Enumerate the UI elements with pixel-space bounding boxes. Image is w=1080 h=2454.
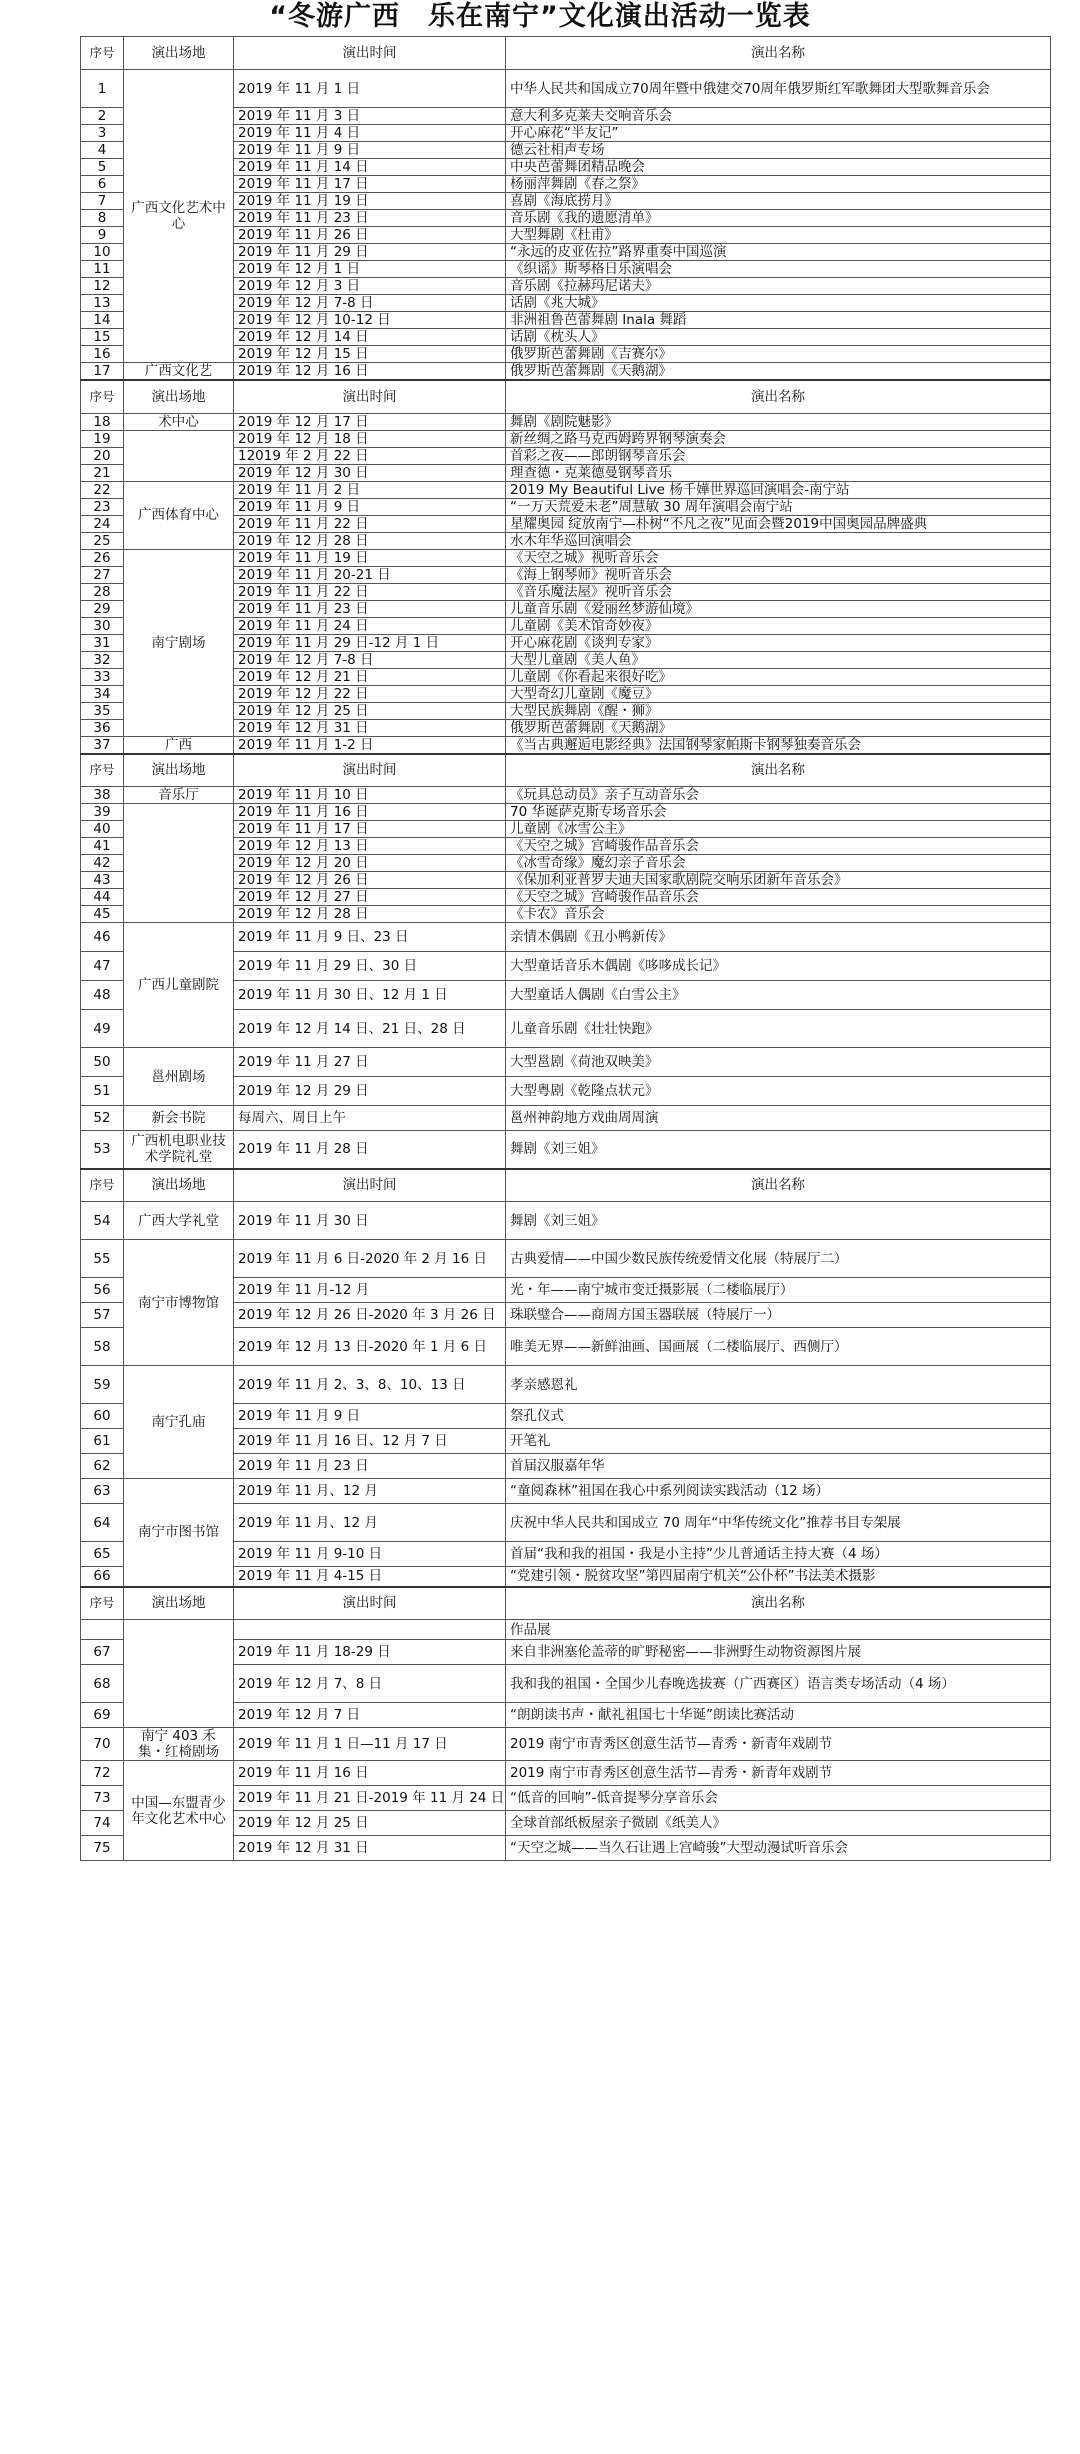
row-number: 2 [81,108,124,125]
row-number: 1 [81,70,124,108]
row-number: 47 [81,952,124,981]
venue-cell [124,1620,234,1728]
row-number: 67 [81,1640,124,1665]
time-cell: 2019 年 12 月 25 日 [234,702,506,719]
event-name-cell: 2019 南宁市青秀区创意生活节—青秀・新青年戏剧节 [506,1728,1051,1761]
row-number: 14 [81,312,124,329]
row-number: 9 [81,227,124,244]
event-name-cell: 理查德・克莱德曼钢琴音乐 [506,464,1051,481]
venue-cell: 广西文化艺 [124,363,234,381]
header-name: 演出名称 [506,37,1051,70]
time-cell: 2019 年 11 月 16 日 [234,804,506,821]
time-cell: 2019 年 12 月 15 日 [234,346,506,363]
header-venue: 演出场地 [124,380,234,413]
event-name-cell: 《天空之城》视听音乐会 [506,549,1051,566]
event-name-cell: 邕州神韵地方戏曲周周演 [506,1106,1051,1131]
row-number: 51 [81,1077,124,1106]
row-number: 33 [81,668,124,685]
row-number: 57 [81,1303,124,1328]
time-cell: 2019 年 11 月 22 日 [234,583,506,600]
row-number: 11 [81,261,124,278]
event-name-cell: 《冰雪奇缘》魔幻亲子音乐会 [506,855,1051,872]
time-cell: 2019 年 11 月 26 日 [234,227,506,244]
time-cell: 2019 年 11 月-12 月 [234,1278,506,1303]
row-number: 63 [81,1479,124,1504]
time-cell: 2019 年 11 月 9 日、23 日 [234,923,506,952]
table-row [81,1728,1051,1761]
row-number: 48 [81,981,124,1010]
row-number: 4 [81,142,124,159]
row-number: 73 [81,1786,124,1811]
event-name-cell: 《音乐魔法屋》视听音乐会 [506,583,1051,600]
time-cell: 2019 年 11 月、12 月 [234,1479,506,1504]
event-name-cell: 大型舞剧《杜甫》 [506,227,1051,244]
event-name-cell: 《保加利亚普罗夫迪夫国家歌剧院交响乐团新年音乐会》 [506,872,1051,889]
table-row [81,1048,1051,1077]
time-cell: 2019 年 11 月 23 日 [234,1454,506,1479]
time-cell: 2019 年 12 月 22 日 [234,685,506,702]
row-number: 45 [81,906,124,923]
time-cell: 2019 年 11 月 23 日 [234,210,506,227]
event-name-cell: 《海上钢琴师》视听音乐会 [506,566,1051,583]
time-cell: 2019 年 11 月 21 日-2019 年 11 月 24 日 [234,1786,506,1811]
time-cell: 2019 年 12 月 31 日 [234,719,506,736]
time-cell: 2019 年 11 月 20-21 日 [234,566,506,583]
header-venue: 演出场地 [124,1169,234,1202]
header-venue: 演出场地 [124,37,234,70]
row-number: 52 [81,1106,124,1131]
row-number: 36 [81,719,124,736]
event-name-cell: 来自非洲塞伦盖蒂的旷野秘密——非洲野生动物资源图片展 [506,1640,1051,1665]
table-row [81,70,1051,108]
time-cell: 2019 年 12 月 28 日 [234,906,506,923]
event-name-cell: 星耀奥园 绽放南宁—朴树“不凡之夜”见面会暨2019中国奥园品牌盛典 [506,515,1051,532]
row-number: 15 [81,329,124,346]
row-number: 25 [81,532,124,549]
table-row [81,549,1051,566]
venue-cell [124,804,234,923]
time-cell: 2019 年 12 月 30 日 [234,464,506,481]
row-number: 62 [81,1454,124,1479]
time-cell: 2019 年 11 月 4 日 [234,125,506,142]
event-name-cell: 儿童剧《你看起来很好吃》 [506,668,1051,685]
row-number: 17 [81,363,124,381]
event-name-cell: 俄罗斯芭蕾舞剧《吉赛尔》 [506,346,1051,363]
row-number: 5 [81,159,124,176]
venue-cell: 广西大学礼堂 [124,1202,234,1240]
row-number: 70 [81,1728,124,1761]
event-name-cell: 庆祝中华人民共和国成立 70 周年“中华传统文化”推荐书目专架展 [506,1504,1051,1542]
row-number: 22 [81,481,124,498]
time-cell: 2019 年 12 月 7-8 日 [234,651,506,668]
event-name-cell: 《当古典邂逅电影经典》法国钢琴家帕斯卡钢琴独奏音乐会 [506,736,1051,754]
header-no: 序号 [81,1587,124,1620]
time-cell: 2019 年 11 月 1 日—11 月 17 日 [234,1728,506,1761]
table-row [81,1131,1051,1169]
time-cell: 2019 年 12 月 21 日 [234,668,506,685]
venue-cell: 邕州剧场 [124,1048,234,1106]
time-cell: 2019 年 11 月、12 月 [234,1504,506,1542]
time-cell: 2019 年 11 月 19 日 [234,549,506,566]
venue-cell [124,430,234,481]
venue-cell: 中国—东盟青少年文化艺术中心 [124,1761,234,1861]
venue-cell: 广西机电职业技术学院礼堂 [124,1131,234,1169]
row-number: 65 [81,1542,124,1567]
time-cell: 12019 年 2 月 22 日 [234,447,506,464]
event-name-cell: “朗朗读书声・献礼祖国七十华诞”朗读比赛活动 [506,1703,1051,1728]
header-no: 序号 [81,380,124,413]
time-cell: 2019 年 12 月 31 日 [234,1836,506,1861]
time-cell: 2019 年 11 月 29 日、30 日 [234,952,506,981]
time-cell: 2019 年 11 月 23 日 [234,600,506,617]
table-row [81,923,1051,952]
time-cell: 2019 年 12 月 26 日-2020 年 3 月 26 日 [234,1303,506,1328]
header-name: 演出名称 [506,754,1051,787]
row-number: 20 [81,447,124,464]
performance-table-body [81,37,1051,1861]
time-cell: 2019 年 11 月 1 日 [234,70,506,108]
row-number: 44 [81,889,124,906]
event-name-cell: 俄罗斯芭蕾舞剧《天鹅湖》 [506,363,1051,381]
time-cell: 2019 年 11 月 9 日 [234,142,506,159]
header-venue: 演出场地 [124,754,234,787]
time-cell: 2019 年 11 月 9 日 [234,498,506,515]
time-cell: 2019 年 11 月 9 日 [234,1404,506,1429]
time-cell: 2019 年 12 月 13 日 [234,838,506,855]
event-name-cell: 舞剧《剧院魅影》 [506,413,1051,430]
event-name-cell: 大型邕剧《荷池双映美》 [506,1048,1051,1077]
event-name-cell: 开心麻花“半友记” [506,125,1051,142]
event-name-cell: “党建引领・脱贫攻坚”第四届南宁机关“公仆杯”书法美术摄影 [506,1567,1051,1587]
row-number: 56 [81,1278,124,1303]
event-name-cell: 音乐剧《拉赫玛尼诺夫》 [506,278,1051,295]
event-name-cell: 大型粤剧《乾隆点状元》 [506,1077,1051,1106]
header-name: 演出名称 [506,1169,1051,1202]
row-number: 31 [81,634,124,651]
row-number: 54 [81,1202,124,1240]
table-row [81,1761,1051,1786]
event-name-cell: 大型童话人偶剧《白雪公主》 [506,981,1051,1010]
event-name-cell: 《织谣》斯琴格日乐演唱会 [506,261,1051,278]
row-number: 46 [81,923,124,952]
event-name-cell: 光・年——南宁城市变迁摄影展（二楼临展厅） [506,1278,1051,1303]
venue-cell: 广西体育中心 [124,481,234,549]
row-number: 30 [81,617,124,634]
event-name-cell: 舞剧《刘三姐》 [506,1202,1051,1240]
row-number: 27 [81,566,124,583]
event-name-cell: 古典爱情——中国少数民族传统爱情文化展（特展厅二） [506,1240,1051,1278]
time-cell: 每周六、周日上午 [234,1106,506,1131]
event-name-cell: 开笔礼 [506,1429,1051,1454]
venue-cell: 术中心 [124,413,234,430]
row-number: 75 [81,1836,124,1861]
table-row [81,1479,1051,1504]
event-name-cell: 俄罗斯芭蕾舞剧《天鹅湖》 [506,719,1051,736]
row-number: 58 [81,1328,124,1366]
venue-cell: 音乐厅 [124,787,234,804]
event-name-cell: 新丝绸之路马克西姆跨界钢琴演奏会 [506,430,1051,447]
venue-cell: 南宁 403 禾集・红椅剧场 [124,1728,234,1761]
time-cell: 2019 年 12 月 7-8 日 [234,295,506,312]
table-header-row [81,37,1051,70]
time-cell: 2019 年 11 月 18-29 日 [234,1640,506,1665]
time-cell: 2019 年 11 月 17 日 [234,176,506,193]
row-number: 50 [81,1048,124,1077]
header-time: 演出时间 [234,380,506,413]
event-name-cell: 儿童剧《美术馆奇妙夜》 [506,617,1051,634]
header-time: 演出时间 [234,1169,506,1202]
row-number: 10 [81,244,124,261]
table-row [81,736,1051,754]
time-cell: 2019 年 11 月 22 日 [234,515,506,532]
time-cell: 2019 年 12 月 14 日 [234,329,506,346]
time-cell: 2019 年 11 月 1-2 日 [234,736,506,754]
event-name-cell: 《玩具总动员》亲子互动音乐会 [506,787,1051,804]
time-cell: 2019 年 11 月 9-10 日 [234,1542,506,1567]
time-cell [234,1620,506,1640]
time-cell: 2019 年 11 月 2、3、8、10、13 日 [234,1366,506,1404]
header-no: 序号 [81,37,124,70]
time-cell: 2019 年 12 月 29 日 [234,1077,506,1106]
event-name-cell: 喜剧《海底捞月》 [506,193,1051,210]
event-name-cell: 大型奇幻儿童剧《魔豆》 [506,685,1051,702]
row-number: 37 [81,736,124,754]
venue-cell: 广西儿童剧院 [124,923,234,1048]
event-name-cell: 音乐剧《我的遗愿清单》 [506,210,1051,227]
event-name-cell: 亲情木偶剧《丑小鸭新传》 [506,923,1051,952]
event-name-cell: 儿童剧《冰雪公主》 [506,821,1051,838]
table-row [81,363,1051,381]
table-row [81,430,1051,447]
row-number [81,1620,124,1640]
row-number: 43 [81,872,124,889]
row-number: 49 [81,1010,124,1048]
header-venue: 演出场地 [124,1587,234,1620]
event-name-cell: “童阅森林”祖国在我心中系列阅读实践活动（12 场） [506,1479,1051,1504]
event-name-cell: 舞剧《刘三姐》 [506,1131,1051,1169]
row-number: 72 [81,1761,124,1786]
venue-cell: 南宁剧场 [124,549,234,736]
header-no: 序号 [81,1169,124,1202]
event-name-cell: 《天空之城》宫崎骏作品音乐会 [506,889,1051,906]
time-cell: 2019 年 11 月 30 日、12 月 1 日 [234,981,506,1010]
event-name-cell: 我和我的祖国・全国少儿春晚选拔赛（广西赛区）语言类专场活动（4 场） [506,1665,1051,1703]
venue-cell: 南宁市博物馆 [124,1240,234,1366]
time-cell: 2019 年 12 月 7 日 [234,1703,506,1728]
row-number: 61 [81,1429,124,1454]
time-cell: 2019 年 12 月 10-12 日 [234,312,506,329]
row-number: 68 [81,1665,124,1703]
table-header-row [81,1587,1051,1620]
row-number: 35 [81,702,124,719]
event-name-cell: “天空之城——当久石让遇上宫崎骏”大型动漫试听音乐会 [506,1836,1051,1861]
table-header-row [81,754,1051,787]
venue-cell: 南宁孔庙 [124,1366,234,1479]
event-name-cell: 话剧《枕头人》 [506,329,1051,346]
time-cell: 2019 年 11 月 17 日 [234,821,506,838]
row-number: 29 [81,600,124,617]
time-cell: 2019 年 12 月 14 日、21 日、28 日 [234,1010,506,1048]
row-number: 34 [81,685,124,702]
time-cell: 2019 年 11 月 2 日 [234,481,506,498]
row-number: 12 [81,278,124,295]
event-name-cell: 《卡农》音乐会 [506,906,1051,923]
row-number: 69 [81,1703,124,1728]
header-name: 演出名称 [506,1587,1051,1620]
time-cell: 2019 年 12 月 28 日 [234,532,506,549]
time-cell: 2019 年 11 月 24 日 [234,617,506,634]
event-name-cell: 大型民族舞剧《醒・狮》 [506,702,1051,719]
row-number: 13 [81,295,124,312]
header-no: 序号 [81,754,124,787]
time-cell: 2019 年 12 月 20 日 [234,855,506,872]
table-header-row [81,1169,1051,1202]
row-number: 60 [81,1404,124,1429]
time-cell: 2019 年 11 月 16 日 [234,1761,506,1786]
row-number: 40 [81,821,124,838]
header-time: 演出时间 [234,37,506,70]
row-number: 21 [81,464,124,481]
event-name-cell: 中央芭蕾舞团精品晚会 [506,159,1051,176]
row-number: 26 [81,549,124,566]
row-number: 23 [81,498,124,515]
event-name-cell: 非洲祖鲁芭蕾舞剧 Inala 舞蹈 [506,312,1051,329]
row-number: 3 [81,125,124,142]
table-row [81,787,1051,804]
event-name-cell: 首届“我和我的祖国・我是小主持”少儿普通话主持大赛（4 场） [506,1542,1051,1567]
event-name-cell: 水木年华巡回演唱会 [506,532,1051,549]
event-name-cell: 儿童音乐剧《爱丽丝梦游仙境》 [506,600,1051,617]
time-cell: 2019 年 11 月 29 日 [234,244,506,261]
row-number: 55 [81,1240,124,1278]
document-title: “冬游广西 乐在南宁”文化演出活动一览表 [269,1,811,32]
event-name-cell: 开心麻花剧《谈判专家》 [506,634,1051,651]
table-row [81,481,1051,498]
row-number: 32 [81,651,124,668]
event-name-cell: 孝亲感恩礼 [506,1366,1051,1404]
event-name-cell: 祭孔仪式 [506,1404,1051,1429]
event-name-cell: 大型童话音乐木偶剧《哆哆成长记》 [506,952,1051,981]
table-header-row [81,380,1051,413]
time-cell: 2019 年 12 月 18 日 [234,430,506,447]
event-name-cell: 中华人民共和国成立70周年暨中俄建交70周年俄罗斯红军歌舞团大型歌舞音乐会 [506,70,1051,108]
row-number: 64 [81,1504,124,1542]
row-number: 39 [81,804,124,821]
row-number: 19 [81,430,124,447]
row-number: 16 [81,346,124,363]
row-number: 41 [81,838,124,855]
event-name-cell: 珠联璧合——商周方国玉器联展（特展厅一） [506,1303,1051,1328]
event-name-cell: 意大利多克莱夫交响音乐会 [506,108,1051,125]
event-name-cell: 作品展 [506,1620,1051,1640]
event-name-cell: 杨丽萍舞剧《春之祭》 [506,176,1051,193]
table-row [81,1240,1051,1278]
row-number: 7 [81,193,124,210]
time-cell: 2019 年 12 月 16 日 [234,363,506,381]
time-cell: 2019 年 12 月 25 日 [234,1811,506,1836]
row-number: 59 [81,1366,124,1404]
time-cell: 2019 年 11 月 29 日-12 月 1 日 [234,634,506,651]
event-name-cell: 《天空之城》宫崎骏作品音乐会 [506,838,1051,855]
time-cell: 2019 年 11 月 27 日 [234,1048,506,1077]
time-cell: 2019 年 12 月 17 日 [234,413,506,430]
time-cell: 2019 年 11 月 3 日 [234,108,506,125]
event-name-cell: 首届汉服嘉年华 [506,1454,1051,1479]
row-number: 74 [81,1811,124,1836]
event-name-cell: 唯美无界——新鲜油画、国画展（二楼临展厅、西侧厅） [506,1328,1051,1366]
event-name-cell: “低音的回响”-低音提琴分享音乐会 [506,1786,1051,1811]
row-number: 18 [81,413,124,430]
table-row [81,804,1051,821]
row-number: 8 [81,210,124,227]
event-name-cell: “永远的皮亚佐拉”路界重奏中国巡演 [506,244,1051,261]
event-name-cell: 70 华诞萨克斯专场音乐会 [506,804,1051,821]
time-cell: 2019 年 11 月 14 日 [234,159,506,176]
time-cell: 2019 年 11 月 28 日 [234,1131,506,1169]
table-row [81,1202,1051,1240]
venue-cell: 南宁市图书馆 [124,1479,234,1587]
row-number: 66 [81,1567,124,1587]
row-number: 28 [81,583,124,600]
table-row [81,413,1051,430]
event-name-cell: 大型儿童剧《美人鱼》 [506,651,1051,668]
time-cell: 2019 年 11 月 6 日-2020 年 2 月 16 日 [234,1240,506,1278]
event-name-cell: 话剧《兆大城》 [506,295,1051,312]
row-number: 24 [81,515,124,532]
performance-table [80,36,1051,1861]
table-row [81,1620,1051,1640]
header-time: 演出时间 [234,1587,506,1620]
time-cell: 2019 年 11 月 30 日 [234,1202,506,1240]
time-cell: 2019 年 11 月 10 日 [234,787,506,804]
event-name-cell: 首彩之夜——郎朗钢琴音乐会 [506,447,1051,464]
event-name-cell: “一万天荒爱未老”周慧敏 30 周年演唱会南宁站 [506,498,1051,515]
time-cell: 2019 年 12 月 13 日-2020 年 1 月 6 日 [234,1328,506,1366]
time-cell: 2019 年 12 月 3 日 [234,278,506,295]
event-name-cell: 全球首部纸板屋亲子微剧《纸美人》 [506,1811,1051,1836]
header-name: 演出名称 [506,380,1051,413]
event-name-cell: 2019 南宁市青秀区创意生活节—青秀・新青年戏剧节 [506,1761,1051,1786]
time-cell: 2019 年 12 月 1 日 [234,261,506,278]
row-number: 38 [81,787,124,804]
time-cell: 2019 年 12 月 7、8 日 [234,1665,506,1703]
time-cell: 2019 年 11 月 4-15 日 [234,1567,506,1587]
event-name-cell: 儿童音乐剧《壮壮快跑》 [506,1010,1051,1048]
time-cell: 2019 年 11 月 19 日 [234,193,506,210]
header-time: 演出时间 [234,754,506,787]
row-number: 53 [81,1131,124,1169]
time-cell: 2019 年 12 月 27 日 [234,889,506,906]
table-row [81,1366,1051,1404]
event-name-cell: 德云社相声专场 [506,142,1051,159]
time-cell: 2019 年 12 月 26 日 [234,872,506,889]
venue-cell: 广西 [124,736,234,754]
venue-cell: 广西文化艺术中心 [124,70,234,363]
venue-cell: 新会书院 [124,1106,234,1131]
event-name-cell: 2019 My Beautiful Live 杨千嬅世界巡回演唱会-南宁站 [506,481,1051,498]
table-row [81,1106,1051,1131]
row-number: 42 [81,855,124,872]
time-cell: 2019 年 11 月 16 日、12 月 7 日 [234,1429,506,1454]
row-number: 6 [81,176,124,193]
